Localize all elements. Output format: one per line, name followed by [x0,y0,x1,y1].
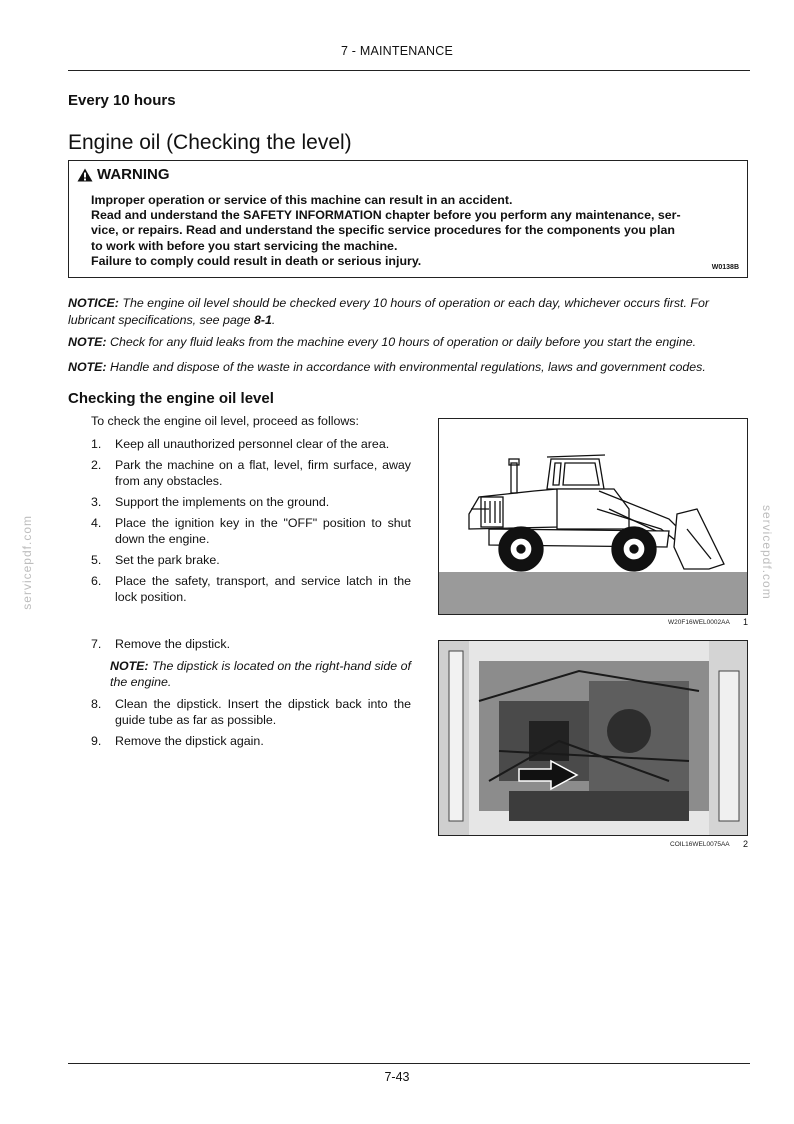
step-text: Place the ignition key in the "OFF" position to shut down the engine. [115,516,411,546]
step-text: Clean the dipstick. Insert the dipstick back into the guide tube as far as possible. [115,697,411,727]
step-number: 3. [91,495,102,509]
step-text: Park the machine on a flat, level, firm surface, away from any obstacles. [115,458,411,488]
note-text: Check for any fluid leaks from the machine every 10 hours of operation or daily before you start the engine. [106,335,697,349]
warning-text [91,193,731,269]
figure-caption: W20F16WEL0002AA [668,619,730,626]
step-number: 1. [91,437,102,451]
procedure-heading: Checking the engine oil level [68,390,274,407]
warning-line: vice, or repairs. Read and understand the specific service procedures for the components you plan [91,223,675,238]
note-label: NOTE: [68,335,107,349]
warning-line: Failure to comply could result in death or serious injury. [91,253,422,268]
figure-number: 1 [743,617,749,627]
watermark-left: servicepdf.com [20,515,34,610]
figure-engine-compartment [438,640,748,836]
footer-divider [68,1063,750,1064]
step-note [110,658,411,690]
figure-caption: COIL16WEL0075AA [670,841,730,848]
note-text: Handle and dispose of the waste in accordance with environmental regulations, laws and government codes. [106,360,706,374]
warning-line: Improper operation or service of this machine can result in an accident. [91,193,513,207]
figure-wheel-loader [438,418,748,615]
figure-number: 2 [743,839,749,849]
notice-end: . [271,313,276,327]
steps-list-b [91,636,411,754]
step-number: 4. [91,516,102,530]
header-divider [68,70,750,71]
step-number: 2. [91,458,102,472]
notice-label: NOTICE: [68,296,119,310]
note-fluid-leaks [68,334,753,351]
list-item [91,573,411,605]
wheel-loader-illustration [439,419,747,614]
page-title: Engine oil (Checking the level) [68,131,352,154]
warning-label: WARNING [97,166,170,183]
list-item [91,515,411,547]
engine-compartment-photo [439,641,747,835]
list-item [91,436,411,452]
warning-header [77,166,170,183]
step-number: 8. [91,697,102,711]
step-text: Remove the dipstick. [115,637,231,651]
notice-page-ref: 8-1 [253,313,272,327]
watermark-right: servicepdf.com [760,505,774,600]
note-label: NOTE: [68,360,107,374]
list-item [91,494,411,510]
procedure-intro: To check the engine oil level, proceed as follows: [91,414,359,428]
step-text: Set the park brake. [115,553,220,567]
interval-heading: Every 10 hours [68,92,176,109]
step-number: 5. [91,553,102,567]
warning-code: W0138B [711,264,739,271]
step-number: 9. [91,734,102,748]
warning-line: to work with before you start servicing the machine. [91,238,398,253]
list-item [91,696,411,728]
warning-triangle-icon [77,168,93,182]
note-text: The dipstick is located on the right-hand side of the engine. [110,659,411,689]
section-header: 7 - MAINTENANCE [340,44,454,58]
page-number: 7-43 [384,1070,410,1084]
note-label: NOTE: [110,659,149,673]
list-item [91,733,411,749]
note-waste-disposal [68,359,753,376]
step-text: Place the safety, transport, and service latch in the lock position. [115,574,411,604]
step-number: 6. [91,574,102,588]
warning-line: Read and understand the SAFETY INFORMATION chapter before you perform any maintenance, ser- [91,208,681,223]
notice-paragraph [68,295,753,329]
step-number: 7. [91,637,102,651]
warning-box [68,160,748,278]
step-text: Remove the dipstick again. [115,734,264,748]
list-item [91,457,411,489]
step-text: Keep all unauthorized personnel clear of the area. [115,437,390,451]
step-text: Support the implements on the ground. [115,495,330,509]
steps-list-a [91,436,411,610]
notice-text: The engine oil level should be checked every 10 hours of operation or each day, whichever occurs first. For lubricant specifications, see page [68,296,709,327]
list-item [91,552,411,568]
list-item [91,636,411,652]
